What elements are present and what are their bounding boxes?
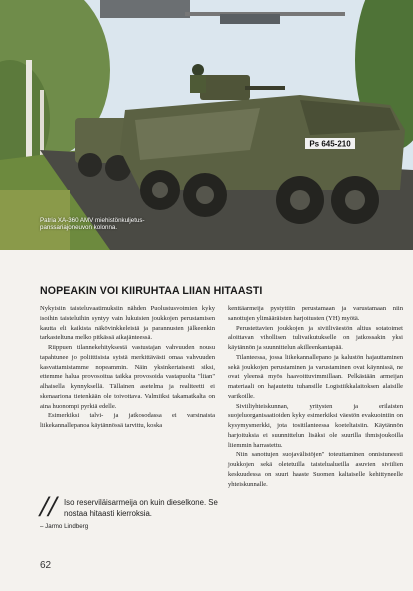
- paragraph: Riippuen tilannekehityksestä vastustajan vahvuuden nousu tapahtunee jo poliittisista syistä merkittävästi omaa vahvuuden kasvattamistamme nopeammin. Näin yksinkertaisesti siksi, ettemme halua provosoitua taikka provosoida vastapuolta "liian" alhaisella kynnyksellä. Tällainen asetelma ja realiteetti ei skenaariona tietenkään ole toivottava. Valmiiksi takamatkalta on aina huonompi pyrkiä edelle.: [40, 344, 215, 410]
- paragraph: Esimerkiksi talvi- ja jatkosodassa ei varsinaista liikekannallepanoa käytännössä tarvittu, koska: [40, 412, 215, 429]
- paragraph: Nykyisiin taisteluvaatimuksiin nähden Puolustusvoimien kyky isoihin taisteluihin syntyy vain lukuisien joukkojen perustamisen kautta eli kaikista näkövinkkeleistä ja parannusten jälkeenkin tarkasteltuna melko pitkässä aikajänteessä.: [40, 305, 215, 342]
- paragraph: Tilanteessa, jossa liikekannallepano ja kalustön hajauttaminen sekä joukkojen perustaminen ja varustaminen ovat käynnissä, ne ovat yleensä myös haavoittuvimmillaan. Pelkästään armeijan materiaali on hajautettu tuhansille Logistiikkalaitoksen alaisille varikoille.: [228, 353, 403, 400]
- armored-vehicle-column-illustration: [0, 0, 413, 250]
- vehicle-plate: Ps 645-210: [309, 139, 351, 149]
- paragraph: kenttäarmeija pystyttiin perustamaan ja varustamaan niin sanottujen ylimääräisten harjoitusten (YH) myötä.: [228, 305, 403, 322]
- quote-mark-icon: //: [40, 490, 57, 523]
- photo-caption: Patria XA-360 AMV miehistönkuljetus- panssariajoneuvon kolonna.: [40, 217, 145, 232]
- article-headline: NOPEAKIN VOI KIIRUHTAA LIIAN HITAASTI: [40, 285, 263, 297]
- paragraph: Siviiliyhteiskunnan, yritysten ja erilaisten suojeluorganisaatioiden kyky esimerkiksi väestön evakuointiin on kysymysmerkki, jota tositilanteessa koeteltaisiin. Käytännön harjoituksia ei suunnittelun lisäksi ole suurilla ihmisjoukoilla liiemmin harrastettu.: [228, 402, 403, 449]
- hero-photo: [0, 0, 413, 250]
- article-column-left: [40, 304, 215, 431]
- pull-quote-text: Iso reserviläisarmeija on kuin dieselkone. Se nostaa hitaasti kierroksia.: [64, 498, 218, 518]
- paragraph: Perustettavien joukkojen ja siviiliväestön altius sotatoimet aloittavan vihollisen tulivaikutukselle on jatkossakin yksi käytännön ja suunnittelun akilleenkantapää.: [228, 324, 403, 351]
- article-column-right: [228, 304, 403, 489]
- paragraph: Niin sanottujen suojavälistöjen" toteuttaminen onnistuneesti joukkojen sekä oletetuilla taistelualueilla asuvien siviilien keskuudessa on suuri haaste Suomen kaltaiselle kehittyneelle yhteiskunnalle.: [228, 451, 403, 488]
- page-number: 62: [40, 560, 52, 571]
- pull-quote-attribution: – Jarmo Lindberg: [40, 523, 89, 530]
